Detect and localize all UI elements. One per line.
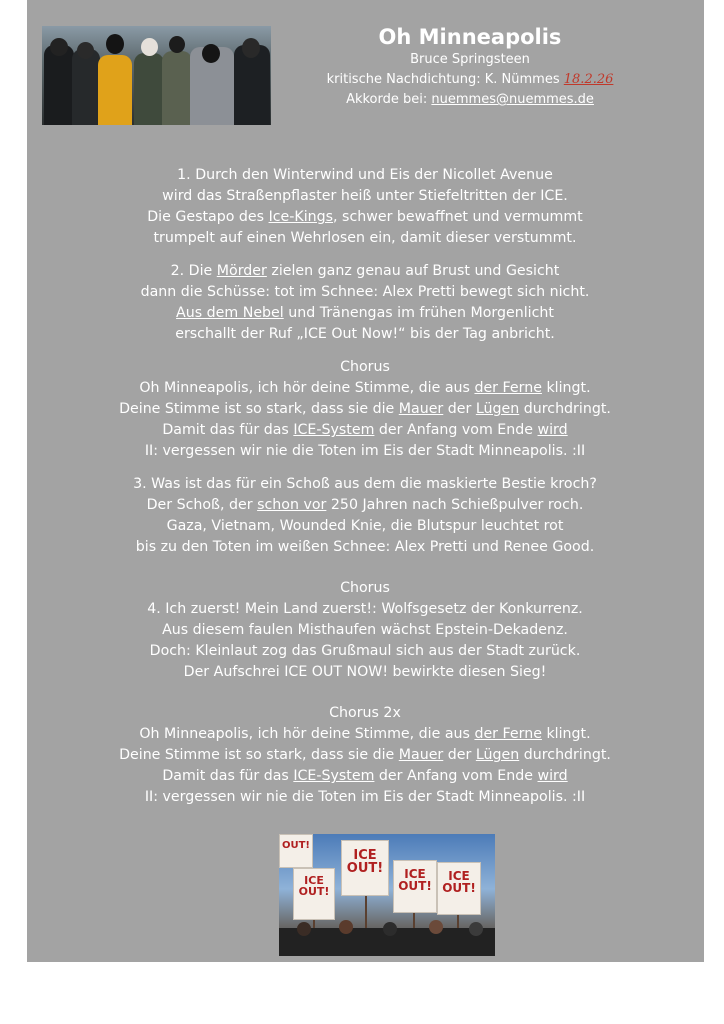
song-artist: Bruce Springsteen: [410, 52, 530, 67]
verse-1: [60, 165, 670, 249]
chorus-2-lines: [60, 724, 670, 808]
protest-photo: [279, 834, 495, 956]
chorus-1: [60, 357, 670, 462]
chords-line: [290, 90, 650, 110]
underlined-word: der Ferne: [474, 380, 542, 396]
lyric-text: Der Schoß, der: [146, 497, 258, 513]
lyric-text: Damit das für das: [162, 422, 294, 438]
lyric-line: 3. Was ist das für ein Schoß aus dem die maskierte Bestie kroch?: [133, 476, 597, 492]
lyric-line: 4. Ich zuerst! Mein Land zuerst!: Wolfsgesetz der Konkurrenz.: [147, 601, 583, 617]
lyric-text: der: [443, 747, 476, 763]
lyric-text: 250 Jahren nach Schießpulver roch.: [326, 497, 584, 513]
lyric-text: Oh Minneapolis, ich hör deine Stimme, die aus: [139, 380, 475, 396]
song-title: Oh Minneapolis: [378, 25, 562, 49]
protest-sign: ICE OUT!: [437, 862, 481, 915]
lyric-line: [60, 378, 670, 399]
lyric-text: , schwer bewaffnet und vermummt: [333, 209, 583, 225]
lyric-line: II: vergessen wir nie die Toten im Eis der Stadt Minneapolis. :II: [144, 789, 586, 805]
lyric-line: trumpelt auf einen Wehrlosen ein, damit dieser verstummt.: [153, 230, 577, 246]
lyric-line: [60, 724, 670, 745]
underlined-word: ICE-System: [293, 422, 375, 438]
chorus-2: [60, 703, 670, 808]
verse-3: [60, 474, 670, 558]
protest-sign: ICE OUT!: [293, 868, 335, 920]
lyric-line: [60, 207, 670, 228]
lyric-text: und Tränengas im frühen Morgenlicht: [283, 305, 554, 321]
protest-sign: OUT!: [279, 834, 313, 868]
lyric-text: zielen ganz genau auf Brust und Gesicht: [266, 263, 560, 279]
chorus-label: Chorus: [340, 580, 390, 596]
lyric-text: der Anfang vom Ende: [374, 422, 538, 438]
verse-2: [60, 261, 670, 345]
lyric-line: [60, 261, 670, 282]
lyric-text: der: [443, 401, 476, 417]
underlined-word: Lügen: [475, 747, 520, 763]
lyrics: [60, 165, 670, 820]
lyric-text: klingt.: [541, 380, 591, 396]
chorus-label: Chorus: [340, 359, 390, 375]
lyric-line: erschallt der Ruf „ICE Out Now!“ bis der Tag anbricht.: [175, 326, 555, 342]
credit-line: [290, 70, 650, 90]
verse-4: [60, 599, 670, 683]
lyric-line: [60, 495, 670, 516]
protest-sign: ICE OUT!: [341, 840, 389, 896]
lyric-text: Die Gestapo des: [147, 209, 269, 225]
lyric-line: II: vergessen wir nie die Toten im Eis der Stadt Minneapolis. :II: [144, 443, 586, 459]
chorus-1-lines: [60, 378, 670, 462]
email-link[interactable]: nuemmes@nuemmes.de: [431, 92, 594, 107]
lyric-line: Der Aufschrei ICE OUT NOW! bewirkte diesen Sieg!: [183, 664, 547, 680]
underlined-word: Mauer: [398, 401, 444, 417]
lyric-line: Gaza, Vietnam, Wounded Knie, die Blutspur leuchtet rot: [166, 518, 564, 534]
credit-text: kritische Nachdichtung: K. Nümmes: [326, 72, 560, 87]
song-header: [290, 24, 650, 110]
underlined-word: Lügen: [475, 401, 520, 417]
underlined-word: Mörder: [216, 263, 267, 279]
underlined-word: schon vor: [257, 497, 327, 513]
credit-date: 18.2.26: [563, 72, 614, 87]
underlined-word: Ice-Kings: [268, 209, 334, 225]
lyric-line: Doch: Kleinlaut zog das Grußmaul sich aus der Stadt zurück.: [149, 643, 581, 659]
underlined-word: wird: [537, 422, 568, 438]
lyric-line: [60, 766, 670, 787]
lyric-line: [60, 399, 670, 420]
lyric-line: dann die Schüsse: tot im Schnee: Alex Pretti bewegt sich nicht.: [140, 284, 590, 300]
lyric-line: [60, 745, 670, 766]
lyric-text: Oh Minneapolis, ich hör deine Stimme, die aus: [139, 726, 475, 742]
lyric-line: [60, 420, 670, 441]
lyric-text: 2. Die: [170, 263, 217, 279]
lyric-text: durchdringt.: [519, 747, 611, 763]
lyric-text: Deine Stimme ist so stark, dass sie die: [119, 401, 399, 417]
lyric-line: [60, 303, 670, 324]
lyric-line: wird das Straßenpflaster heiß unter Stiefeltritten der ICE.: [162, 188, 568, 204]
underlined-word: wird: [537, 768, 568, 784]
underlined-word: Aus dem Nebel: [176, 305, 284, 321]
protest-sign: ICE OUT!: [393, 860, 437, 913]
lyric-text: Deine Stimme ist so stark, dass sie die: [119, 747, 399, 763]
lyric-text: der Anfang vom Ende: [374, 768, 538, 784]
lyric-line: Aus diesem faulen Misthaufen wächst Epstein-Dekadenz.: [162, 622, 568, 638]
underlined-word: der Ferne: [474, 726, 542, 742]
lyric-line: 1. Durch den Winterwind und Eis der Nicollet Avenue: [177, 167, 553, 183]
lyric-text: durchdringt.: [519, 401, 611, 417]
chords-label: Akkorde bei:: [346, 92, 428, 107]
underlined-word: Mauer: [398, 747, 444, 763]
lyric-text: klingt.: [541, 726, 591, 742]
agents-photo: [42, 26, 271, 125]
lyric-text: Damit das für das: [162, 768, 294, 784]
underlined-word: ICE-System: [293, 768, 375, 784]
chorus-label: Chorus 2x: [329, 705, 401, 721]
lyric-line: bis zu den Toten im weißen Schnee: Alex Pretti und Renee Good.: [135, 539, 595, 555]
